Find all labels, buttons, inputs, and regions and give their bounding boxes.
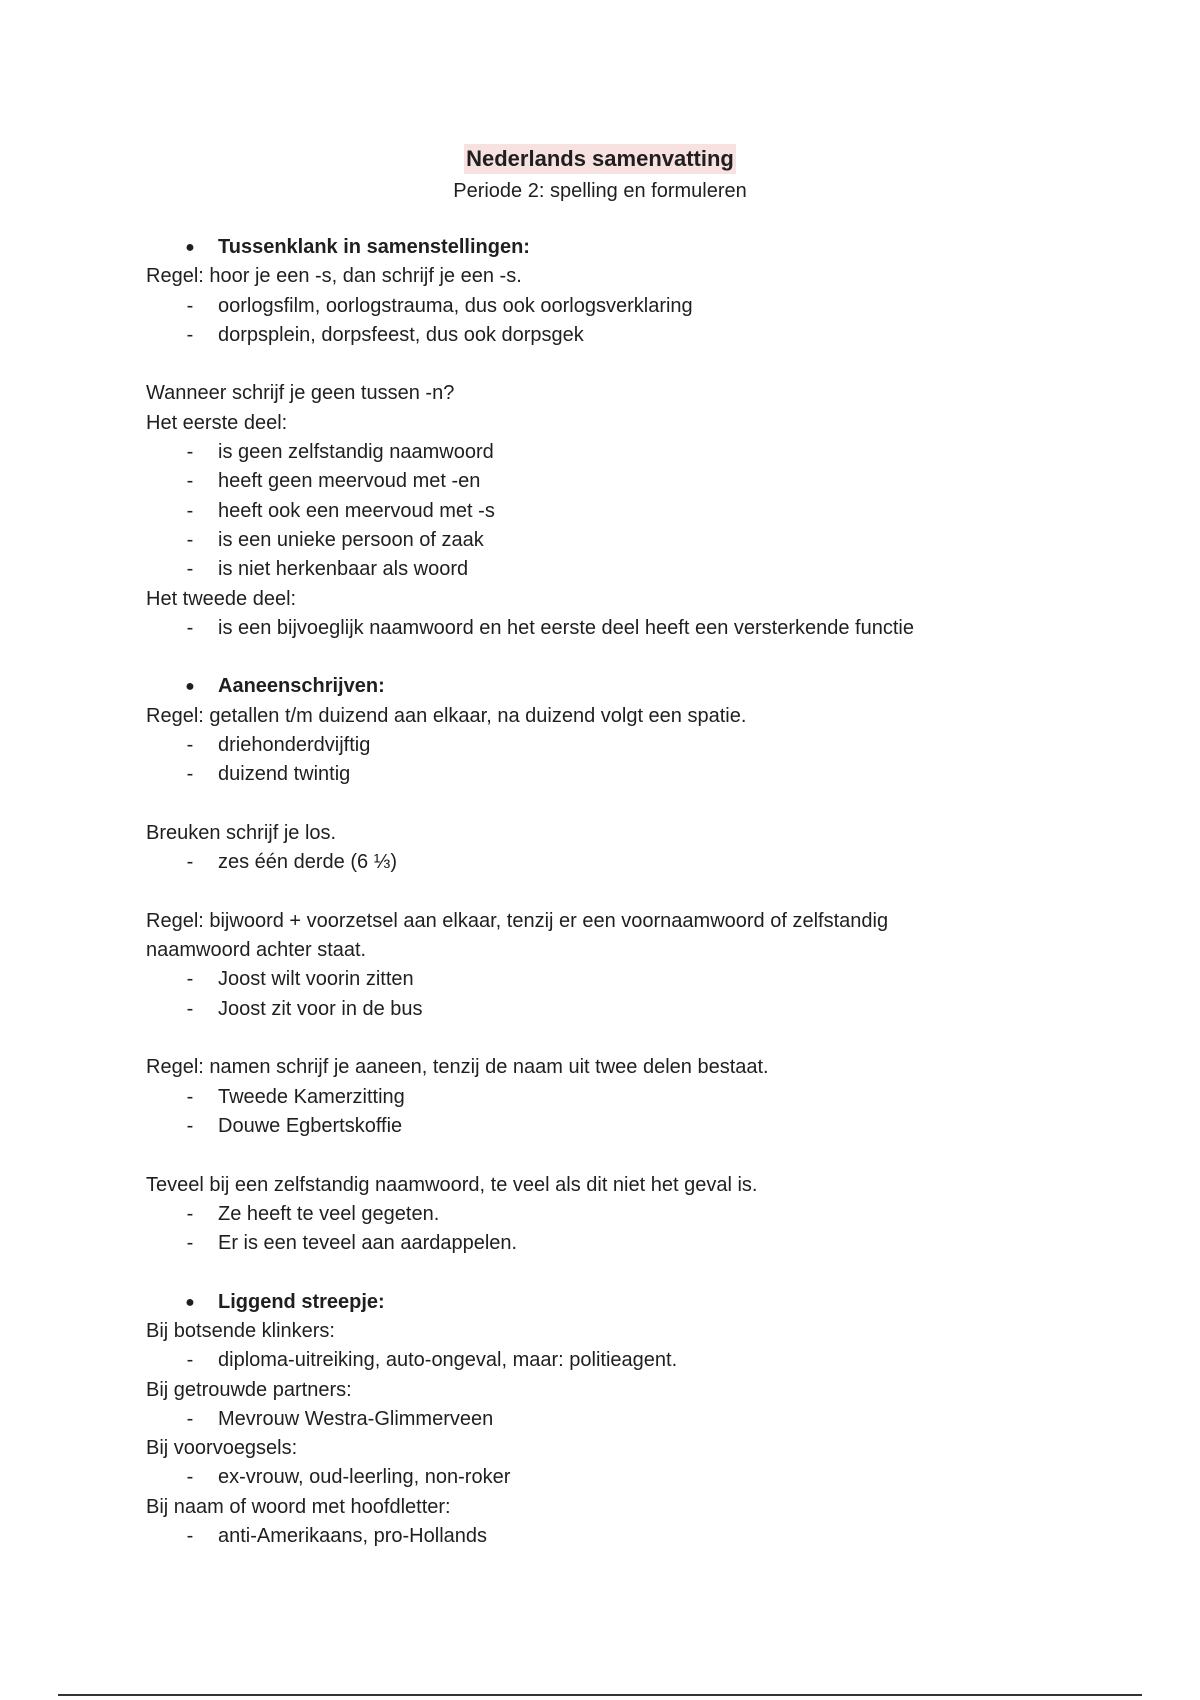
list-item-text: Ze heeft te veel gegeten. [218, 1202, 440, 1225]
list-item [146, 995, 1046, 1024]
dash-icon: - [186, 1202, 194, 1225]
dash-icon: - [186, 323, 194, 346]
dash-icon: - [186, 1407, 194, 1430]
rule-text: Teveel bij een zelfstandig naamwoord, te veel als dit niet het geval is. [146, 1173, 758, 1196]
list-item [146, 555, 1046, 584]
section-heading-text: Aaneenschrijven: [218, 675, 385, 698]
dash-icon: - [186, 528, 194, 551]
dash-icon: - [186, 1349, 194, 1372]
list-item-text: Joost zit voor in de bus [218, 997, 423, 1020]
dash-icon: - [186, 294, 194, 317]
subheading-text: Het tweede deel: [146, 587, 297, 610]
list-item [146, 1200, 1046, 1229]
spacer [146, 1024, 1046, 1053]
dash-icon: - [186, 1466, 194, 1489]
list-item [146, 497, 1046, 526]
dash-icon: - [186, 734, 194, 757]
rule-text: Regel: getallen t/m duizend aan elkaar, na duizend volgt een spatie. [146, 704, 747, 727]
dash-icon: - [186, 616, 194, 639]
list-item-text: is niet herkenbaar als woord [218, 558, 469, 581]
list-item-text: is een unieke persoon of zaak [218, 528, 484, 551]
subheading-text: Het eerste deel: [146, 411, 288, 434]
list-item-text: Mevrouw Westra-Glimmerveen [218, 1407, 494, 1430]
list-item-text: dorpsplein, dorpsfeest, dus ook dorpsgek [218, 323, 584, 346]
page-subtitle: Periode 2: spelling en formuleren [453, 180, 747, 202]
page-title: Nederlands samenvatting [464, 144, 736, 174]
list-item [146, 731, 1046, 760]
dash-icon: - [186, 1525, 194, 1548]
bullet-icon: ● [185, 678, 195, 696]
rule-text: Regel: hoor je een -s, dan schrijf je een -s. [146, 265, 522, 288]
rule-text: Breuken schrijf je los. [146, 821, 337, 844]
dash-icon: - [186, 558, 194, 581]
dash-icon: - [186, 851, 194, 874]
list-item [146, 1405, 1046, 1434]
list-item-text: Er is een teveel aan aardappelen. [218, 1232, 518, 1255]
list-item [146, 760, 1046, 789]
section-heading-text: Liggend streepje: [218, 1290, 385, 1313]
list-item [146, 467, 1046, 496]
list-item-text: diploma-uitreiking, auto-ongeval, maar: politieagent. [218, 1349, 678, 1372]
section-heading-aaneenschrijven [146, 672, 1046, 701]
dash-icon: - [186, 1232, 194, 1255]
dash-icon: - [186, 499, 194, 522]
dash-icon: - [186, 1085, 194, 1108]
list-item [146, 1229, 1046, 1258]
list-item-text: oorlogsfilm, oorlogstrauma, dus ook oorlogsverklaring [218, 294, 693, 317]
bullet-icon: ● [185, 239, 195, 256]
spacer [146, 643, 1046, 672]
section-heading-tussenklank [146, 233, 1046, 262]
spacer [146, 350, 1046, 379]
dash-icon: - [186, 1114, 194, 1137]
spacer [146, 1258, 1046, 1287]
list-item-text: duizend twintig [218, 763, 351, 786]
subheading-text: Bij botsende klinkers: [146, 1319, 335, 1342]
list-item [146, 526, 1046, 555]
dash-icon: - [186, 441, 194, 464]
list-item-text: Joost wilt voorin zitten [218, 968, 414, 991]
list-item [146, 614, 1046, 643]
list-item-text: driehonderdvijftig [218, 734, 371, 757]
list-item [146, 1522, 1046, 1551]
dash-icon: - [186, 470, 194, 493]
list-item-text: heeft ook een meervoud met -s [218, 499, 495, 522]
list-item [146, 321, 1046, 350]
rule-text-continued: naamwoord achter staat. [146, 939, 367, 962]
bullet-icon: ● [185, 1293, 195, 1311]
rule-text: Regel: bijwoord + voorzetsel aan elkaar, tenzij er een voornaamwoord of zelfstandig [146, 909, 889, 932]
list-item [146, 1083, 1046, 1112]
list-item [146, 292, 1046, 321]
spacer [146, 790, 1046, 819]
section-heading-text: Tussenklank in samenstellingen: [218, 236, 530, 258]
spacer [146, 1141, 1046, 1170]
list-item-text: heeft geen meervoud met -en [218, 470, 481, 493]
list-item [146, 1112, 1046, 1141]
list-item-text: anti-Amerikaans, pro-Hollands [218, 1525, 488, 1548]
list-item [146, 965, 1046, 994]
rule-text: Regel: namen schrijf je aaneen, tenzij de naam uit twee delen bestaat. [146, 1056, 769, 1079]
list-item [146, 1463, 1046, 1492]
spacer [146, 878, 1046, 907]
subheading-text: Bij getrouwde partners: [146, 1378, 352, 1401]
list-item [146, 438, 1046, 467]
subheading-text: Bij voorvoegsels: [146, 1437, 298, 1460]
subheading-text: Bij naam of woord met hoofdletter: [146, 1495, 451, 1518]
list-item [146, 1346, 1046, 1375]
dash-icon: - [186, 968, 194, 991]
list-item-text: Tweede Kamerzitting [218, 1085, 405, 1108]
document-header [0, 144, 1200, 206]
list-item-text: zes één derde (6 ⅓) [218, 851, 397, 874]
dash-icon: - [186, 997, 194, 1020]
list-item-text: is geen zelfstandig naamwoord [218, 441, 494, 464]
list-item-text: is een bijvoeglijk naamwoord en het eerste deel heeft een versterkende functie [218, 616, 914, 639]
section-heading-streepje [146, 1288, 1046, 1317]
question-text: Wanneer schrijf je geen tussen -n? [146, 382, 455, 405]
page-bottom-divider [58, 1694, 1142, 1696]
list-item-text: Douwe Egbertskoffie [218, 1114, 403, 1137]
document-body [146, 233, 1046, 1551]
list-item [146, 848, 1046, 877]
dash-icon: - [186, 763, 194, 786]
list-item-text: ex-vrouw, oud-leerling, non-roker [218, 1466, 511, 1489]
